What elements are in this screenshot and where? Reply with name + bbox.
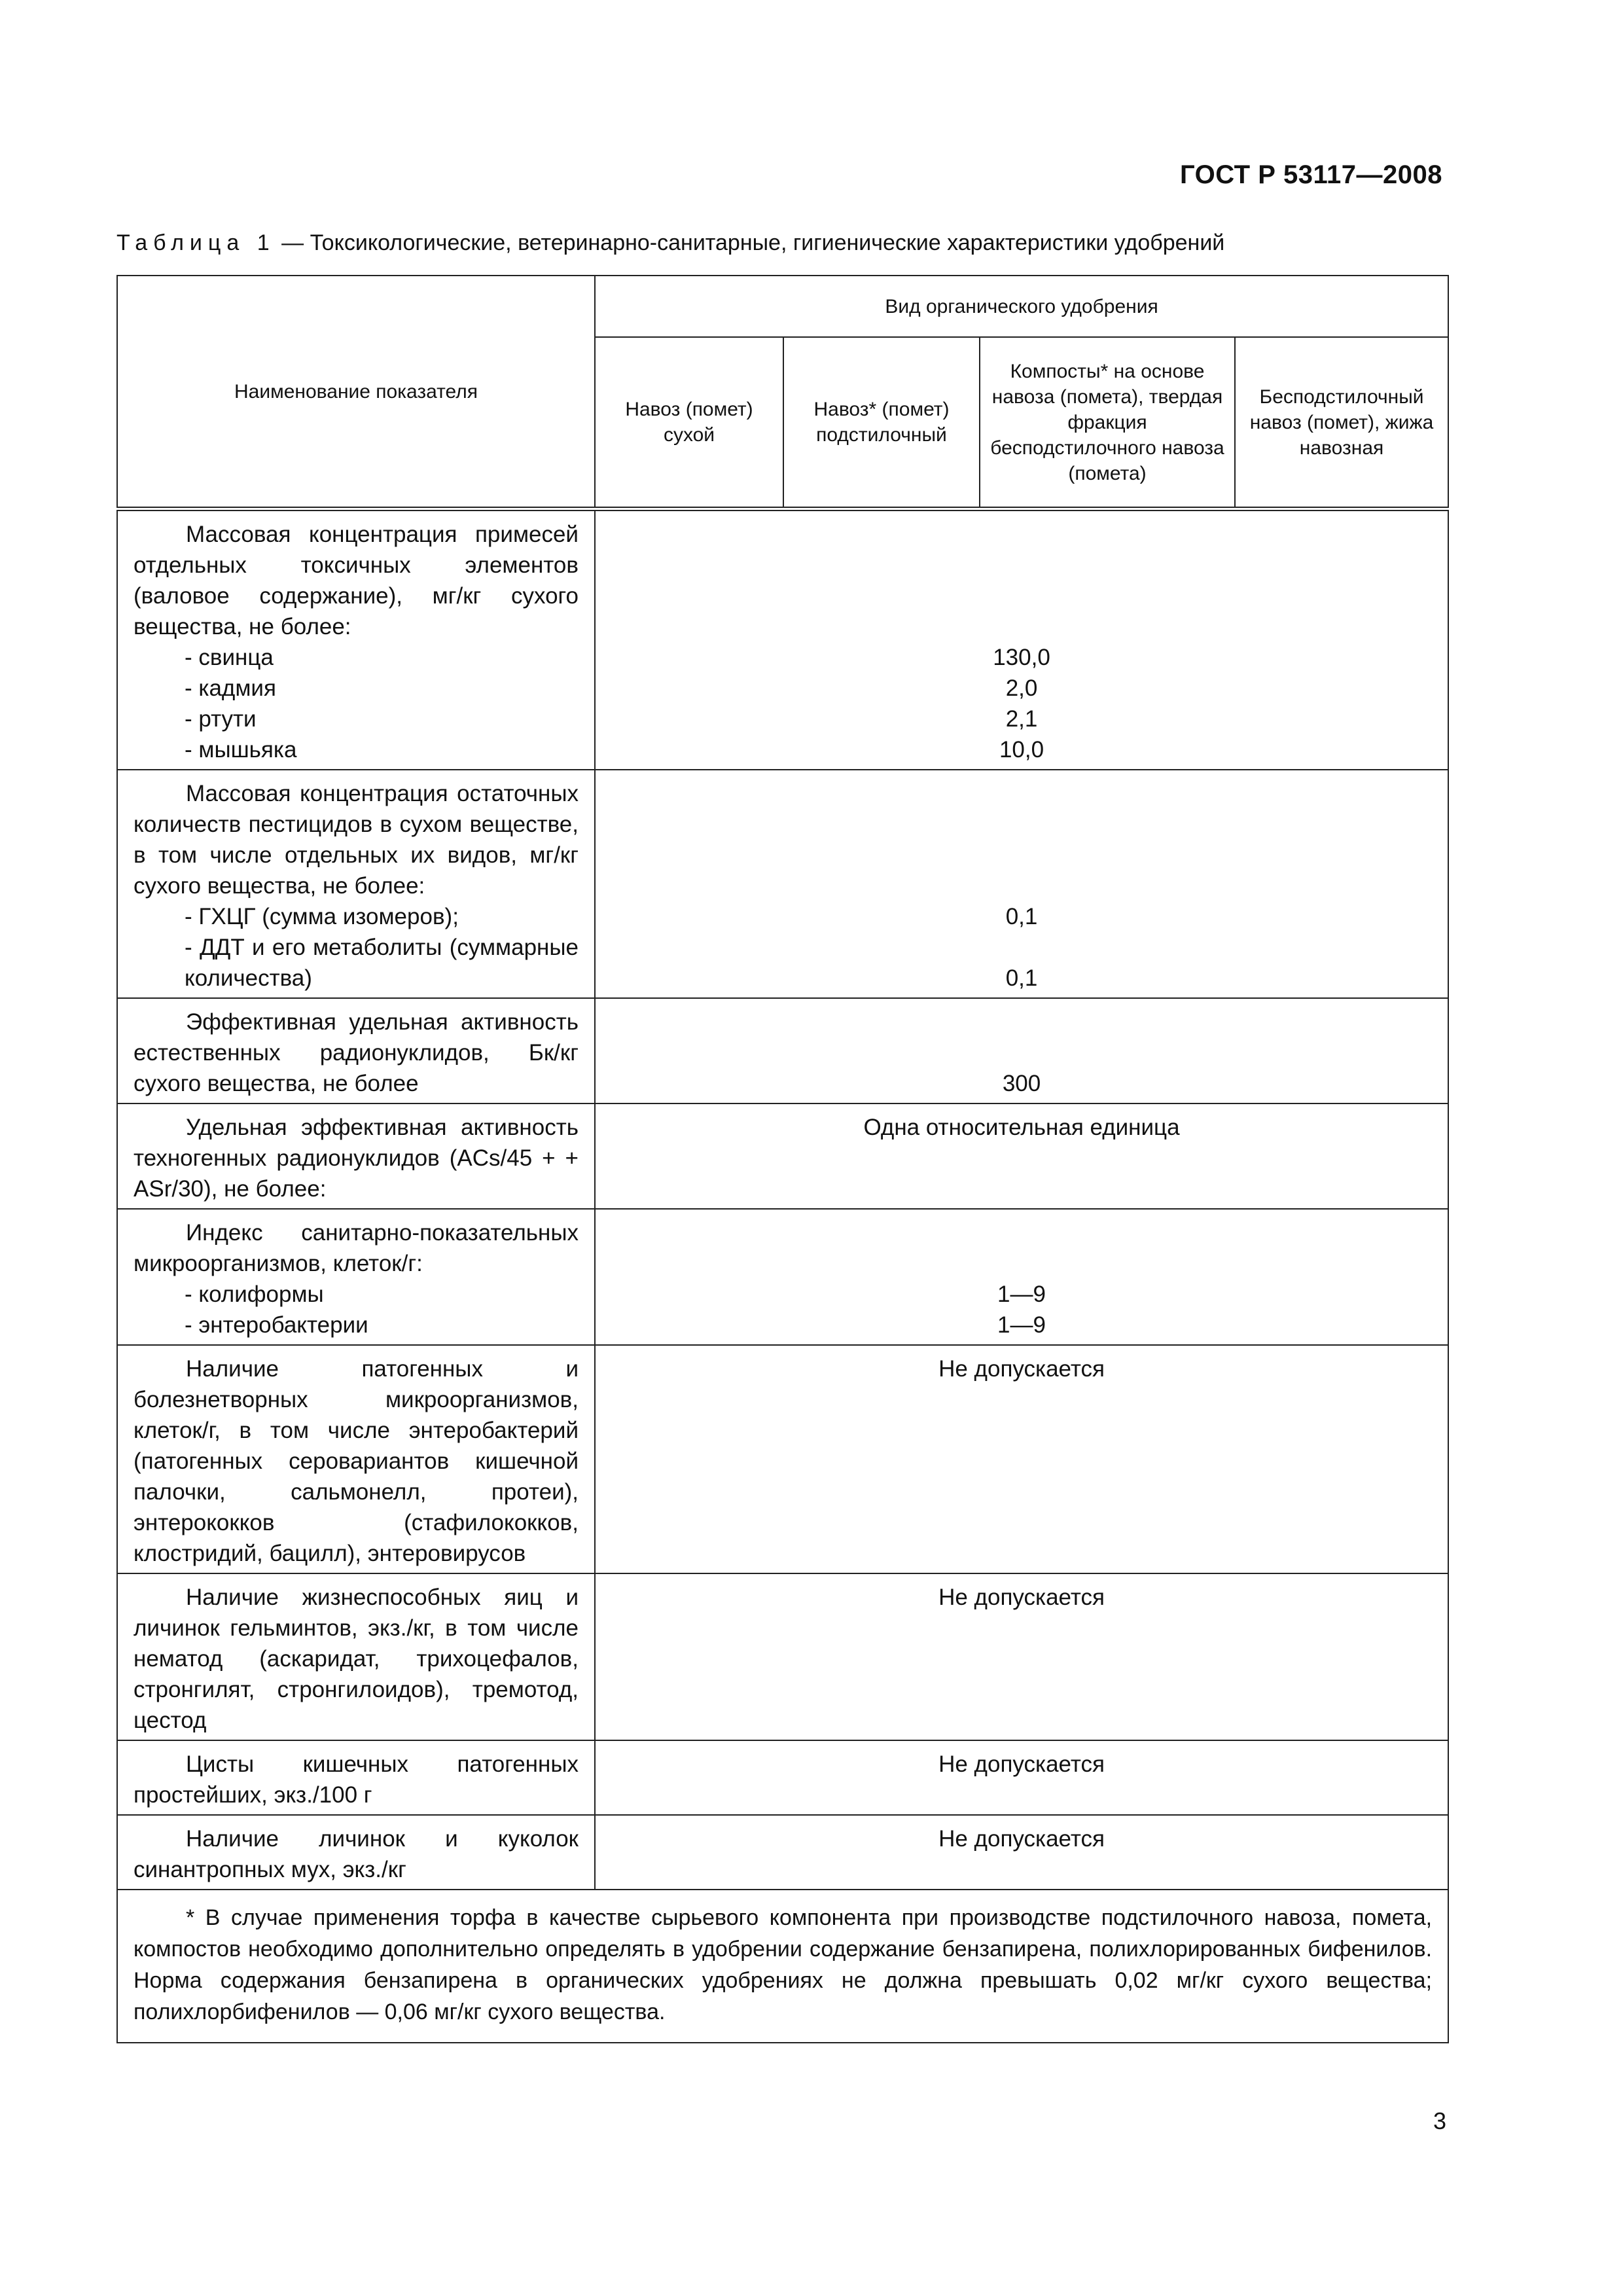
- table-row: [117, 1740, 1448, 1815]
- parameter-cell: [117, 770, 595, 998]
- parameter-text: Наличие жизнеспособных яиц и личинок гельминтов, экз./кг, в том числе нематод (аскаридат, трихоцефалов, стронгилят, стронгилоидов), тремотод, цестод: [134, 1585, 579, 1733]
- value-text: 2,0: [1005, 675, 1038, 701]
- table-caption-text: — Токсикологические, ветеринарно-санитарные, гигиенические характеристики удобрений: [275, 230, 1225, 255]
- value-text: 0,1: [1005, 904, 1038, 929]
- value-cell: [595, 1103, 1448, 1209]
- value-text: 1—9: [997, 1312, 1046, 1338]
- footnote-text: * В случае применения торфа в качестве сырьевого компонента при производстве подстилочного навоза, помета, компостов необходимо дополнительно определять в удобрении содержание бензапирена, полихлорированных бифенилов. Норма содержания бензапирена в органических удобрениях не должна превышать 0,02 мг/кг сухого вещества; полихлорбифенилов — 0,06 мг/кг сухого вещества.: [134, 1905, 1433, 2024]
- column-header-bedding-manure: Навоз* (помет) подстилочный: [783, 337, 980, 509]
- parameter-item: - ДДТ и его метаболиты (суммарные количества): [185, 935, 579, 991]
- value-cell: [595, 1345, 1448, 1573]
- parameter-text: Наличие личинок и куколок синантропных мух, экз./кг: [134, 1826, 579, 1882]
- parameter-text: Индекс санитарно-показательных микроорганизмов, клеток/г:: [134, 1220, 579, 1276]
- table-row: [117, 1345, 1448, 1573]
- parameter-cell: [117, 1209, 595, 1345]
- value-text: 1—9: [997, 1282, 1046, 1307]
- table-row: [117, 770, 1448, 998]
- parameter-item: - колиформы: [185, 1282, 324, 1307]
- value-cell: [595, 998, 1448, 1103]
- column-header-composts: Компосты* на основе навоза (помета), твердая фракция бесподстилочного навоза (помета): [980, 337, 1235, 509]
- value-cell: [595, 1209, 1448, 1345]
- value-text: 2,1: [1005, 706, 1038, 732]
- fertilizer-characteristics-table: [116, 275, 1449, 2043]
- table-footnote: [117, 1890, 1448, 2043]
- parameter-text: Массовая концентрация остаточных количеств пестицидов в сухом веществе, в том числе отдельных их видов, мг/кг сухого вещества, не более:: [134, 781, 579, 899]
- parameter-item: - энтеробактерии: [185, 1312, 368, 1338]
- parameter-cell: [117, 1573, 595, 1740]
- value-cell: [595, 1815, 1448, 1890]
- table-footnote-row: [117, 1890, 1448, 2043]
- parameter-text: Наличие патогенных и болезнетворных микроорганизмов, клеток/г, в том числе энтеробактерий (патогенных серовариантов кишечной палочки, сальмонелл, протеи), энтерококков (стафилококков, клостридий, бацилл), энтеровирусов: [134, 1356, 579, 1566]
- page-number: 3: [1433, 2108, 1446, 2134]
- value-cell: [595, 509, 1448, 770]
- table-row: [117, 1103, 1448, 1209]
- parameter-text: Цисты кишечных патогенных простейших, экз./100 г: [134, 1751, 579, 1808]
- parameter-cell: [117, 1815, 595, 1890]
- column-header-liquid-manure: Бесподстилочный навоз (помет), жижа навозная: [1235, 337, 1448, 509]
- table-caption-label: Таблица 1: [116, 230, 276, 255]
- value-text: 0,1: [1005, 965, 1038, 991]
- document-code: ГОСТ Р 53117—2008: [1180, 160, 1442, 189]
- table-row: [117, 1815, 1448, 1890]
- value-text: Не допускается: [938, 1826, 1105, 1852]
- column-header-dry-manure: Навоз (помет) сухой: [595, 337, 783, 509]
- parameter-item: - ртути: [185, 706, 257, 732]
- value-text: 300: [1002, 1071, 1041, 1096]
- parameter-cell: [117, 1345, 595, 1573]
- value-text: 10,0: [999, 737, 1044, 762]
- table-caption: [116, 230, 1224, 256]
- parameter-text: Эффективная удельная активность естественных радионуклидов, Бк/кг сухого вещества, не более: [134, 1009, 579, 1096]
- parameter-item: - свинца: [185, 645, 274, 670]
- table-row: [117, 1573, 1448, 1740]
- parameter-cell: [117, 1103, 595, 1209]
- value-text: Не допускается: [938, 1585, 1105, 1610]
- value-text: Не допускается: [938, 1356, 1105, 1382]
- value-text: Не допускается: [938, 1751, 1105, 1777]
- value-text: Одна относительная единица: [863, 1115, 1180, 1140]
- value-cell: [595, 1740, 1448, 1815]
- parameter-cell: [117, 998, 595, 1103]
- parameter-text: Удельная эффективная активность техногенных радионуклидов (ACs/45 + + ASr/30), не более:: [134, 1115, 579, 1202]
- parameter-cell: [117, 1740, 595, 1815]
- parameter-item: - кадмия: [185, 675, 276, 701]
- table-row: [117, 509, 1448, 770]
- value-text: 130,0: [993, 645, 1050, 670]
- column-group-header: Вид органического удобрения: [595, 276, 1448, 337]
- parameter-cell: [117, 509, 595, 770]
- value-cell: [595, 1573, 1448, 1740]
- table-row: [117, 998, 1448, 1103]
- column-header-parameter: Наименование показателя: [117, 276, 595, 509]
- parameter-item: - ГХЦГ (сумма изомеров);: [185, 904, 459, 929]
- parameter-item: - мышьяка: [185, 737, 297, 762]
- parameter-text: Массовая концентрация примесей отдельных токсичных элементов (валовое содержание), мг/кг сухого вещества, не более:: [134, 522, 579, 639]
- table-row: [117, 1209, 1448, 1345]
- value-cell: [595, 770, 1448, 998]
